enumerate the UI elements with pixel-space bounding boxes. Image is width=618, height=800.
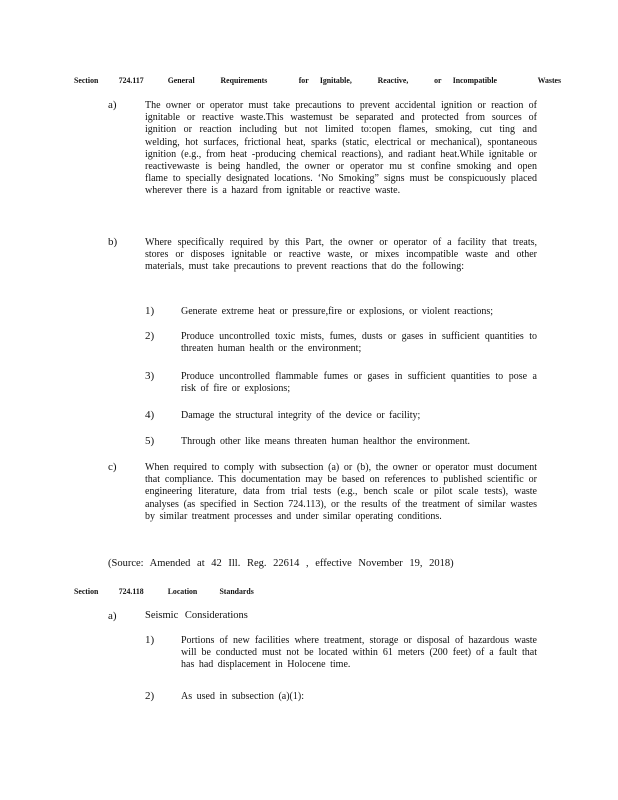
heading-word: or bbox=[434, 75, 442, 85]
item-text: Generate extreme heat or pressure,fire or explosions, or violent reactions; bbox=[181, 306, 494, 317]
subsection-a-label: a) bbox=[108, 99, 117, 111]
section-heading-724-118 bbox=[74, 586, 497, 596]
item-text: Through other like means threaten human healthor the environment. bbox=[181, 436, 470, 447]
section-word: Section bbox=[74, 586, 99, 596]
item-text: Damage the structural integrity of the device or facility; bbox=[181, 410, 421, 421]
item-text: Portions of new facilities where treatment, storage or disposal of hazardous waste will be conducted must not be located within 61 meters (200 feet) of a fault that has had displacement in Holocene time. bbox=[181, 635, 537, 671]
heading-word: Wastes bbox=[537, 75, 562, 85]
item-text: As used in subsection (a)(1): bbox=[181, 691, 304, 702]
item-label: 2) bbox=[145, 330, 155, 342]
heading-word: Location bbox=[167, 586, 198, 596]
source-note: (Source: Amended at 42 Ill. Reg. 22614 , effective November 19, 2018) bbox=[108, 558, 454, 569]
subsection-b-text: Where specifically required by this Part, the owner or operator of a facility that treats, stores or disposes ignitable or reactive waste, or mixes incompatible waste and other materials, must take precautions to prevent reactions that do the following: bbox=[145, 237, 537, 273]
item-label: 5) bbox=[145, 435, 155, 447]
subsection-c-text: When required to comply with subsection (a) or (b), the owner or operator must document that compliance. This documentation may be based on references to published scientific or engineering literature, data from trial tests (e.g., bench scale or pilot scale tests), waste analyses (as specified in Section 724.113), or the results of the treatment of similar wastes by similar treatment processes and under similar operating conditions. bbox=[145, 462, 537, 522]
item-label: 1) bbox=[145, 305, 155, 317]
heading-word: for bbox=[298, 75, 309, 85]
subsection-a-title: Seismic Considerations bbox=[145, 610, 248, 621]
subsection-c-label: c) bbox=[108, 461, 117, 473]
heading-word: Requirements bbox=[220, 75, 268, 85]
section-number: 724.118 bbox=[118, 586, 144, 596]
heading-word: Ignitable, bbox=[319, 75, 352, 85]
item-label: 4) bbox=[145, 409, 155, 421]
heading-word: Standards bbox=[219, 586, 254, 596]
subsection-a-label: a) bbox=[108, 610, 117, 622]
section-number: 724.117 bbox=[118, 75, 144, 85]
item-label: 1) bbox=[145, 634, 155, 646]
item-text: Produce uncontrolled flammable fumes or gases in sufficient quantities to pose a risk of fire or explosions; bbox=[181, 371, 537, 395]
item-label: 3) bbox=[145, 370, 155, 382]
item-label: 2) bbox=[145, 690, 155, 702]
heading-word: General bbox=[167, 75, 195, 85]
section-heading-724-117 bbox=[74, 75, 562, 85]
item-text: Produce uncontrolled toxic mists, fumes, dusts or gases in sufficient quantities to threaten human health or the environment; bbox=[181, 331, 537, 355]
heading-word: Reactive, bbox=[377, 75, 409, 85]
subsection-a-text: The owner or operator must take precautions to prevent accidental ignition or reaction of ignitable or reactive waste.This wastemust be separated and protected from sources of ignition or reaction including but not limited to:open flames, smoking, cut ting and welding, hot surfaces, frictional heat, sparks (static, electrical or mechanical), spontaneous ignition (e.g., from heat -producing chemical reactions), and radiant heat.While ignitable or reactivewaste is being handled, the owner or operator mu st confine smoking and open flame to specially designated locations. ‘No Smoking” signs must be conspicuously placed wherever there is a hazard from ignitable or reactive waste. bbox=[145, 100, 537, 197]
subsection-b-label: b) bbox=[108, 236, 118, 248]
heading-word: Incompatible bbox=[452, 75, 498, 85]
section-word: Section bbox=[74, 75, 99, 85]
